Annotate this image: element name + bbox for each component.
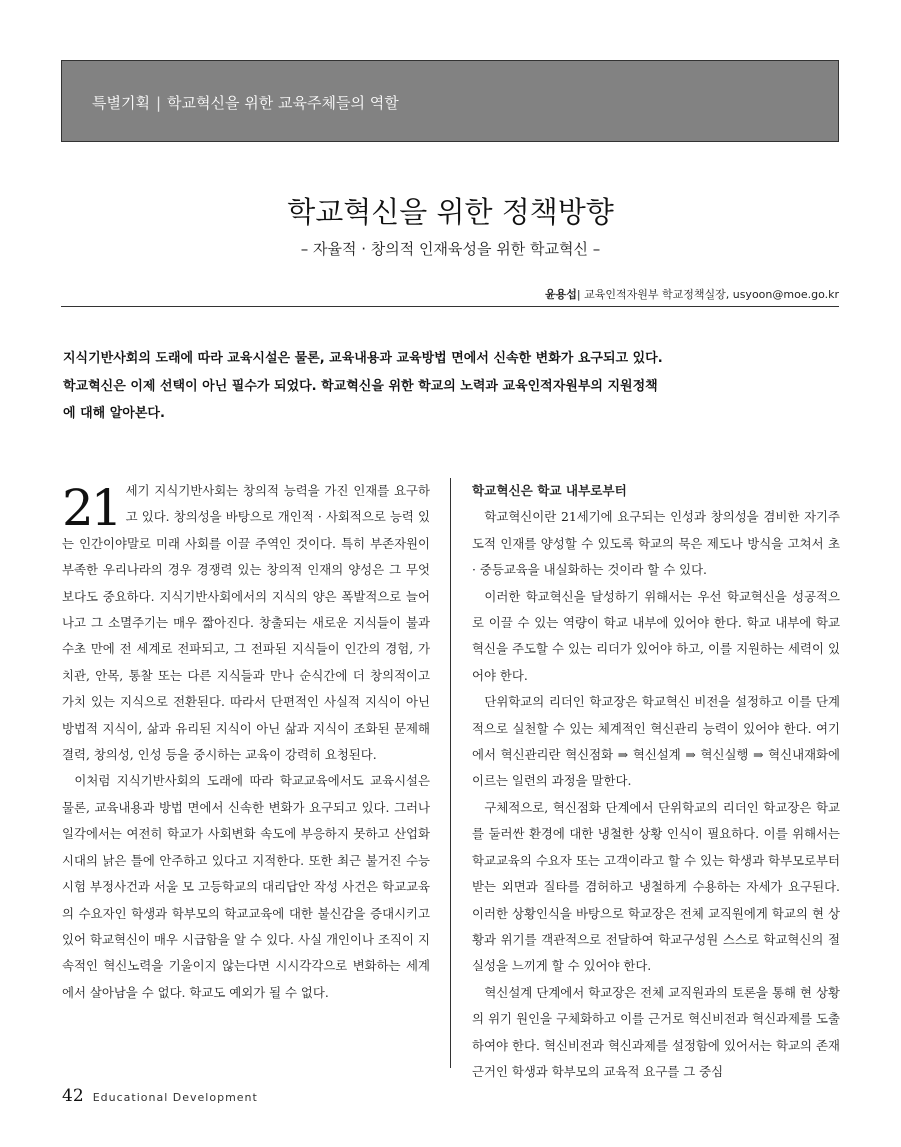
dropcap: 21 <box>62 479 120 537</box>
header-topic: 학교혁신을 위한 교육주체들의 역할 <box>167 94 399 112</box>
author-name: 윤용섭 <box>545 288 577 301</box>
header-series: 특별기획 <box>92 94 150 112</box>
body-paragraph: 혁신설계 단계에서 학교장은 전체 교직원과의 토론을 통해 현 상황의 위기 원인을 구체화하고 이를 근거로 혁신비전과 혁신과제를 도출하여야 한다. 혁신비전과 혁신과제를 설정함에 있어서는 학교의 존재 근거인 학생과 학부모의 교육적 요구를 그 중심 <box>472 984 840 1079</box>
abstract-line: 지식기반사회의 도래에 따라 교육시설은 물론, 교육내용과 교육방법 면에서 신속한 변화가 요구되고 있다. <box>63 351 663 366</box>
body-paragraph: 이처럼 지식기반사회의 도래에 따라 학교교육에서도 교육시설은 물론, 교육내용과 방법 면에서 신속한 변화가 요구되고 있다. 그러나 일각에서는 여전히 학교가 사회변화 속도에 부응하지 못하고 산업화 시대의 낡은 틀에 안주하고 있다고 지적한다. 또한 최근 불거진 수능시험 부정사건과 서울 모 고등학교의 대리답안 작성 사건은 학교교육의 수요자인 학생과 학부모의 학교교육에 대한 불신감을 증대시키고 있어 학교혁신이 매우 시급함을 알 수 있다. 사실 개인이나 조직이 지속적인 혁신노력을 기울이지 않는다면 시시각각으로 변화하는 세계에서 살아남을 수 없다. 학교도 예외가 될 수 없다. <box>62 773 430 1000</box>
header-separator: | <box>155 94 162 112</box>
left-column <box>62 478 430 1006</box>
header-band <box>61 60 839 142</box>
author-line <box>545 286 839 302</box>
section-heading: 학교혁신은 학교 내부로부터 <box>472 483 627 498</box>
journal-name: Educational Development <box>92 1091 258 1104</box>
body-paragraph: 학교혁신이란 21세기에 요구되는 인성과 창의성을 겸비한 자기주도적 인재를 양성할 수 있도록 학교의 묵은 제도나 방식을 고쳐서 초 · 중등교육을 내실화하는 것이라 할 수 있다. <box>472 509 840 578</box>
body-paragraph: 단위학교의 리더인 학교장은 학교혁신 비전을 설정하고 이를 단계적으로 실천할 수 있는 체계적인 혁신관리 능력이 있어야 한다. 여기에서 혁신관리란 혁신점화 ⇒ 혁신설계 ⇒ 혁신실행 ⇒ 혁신내재화에 이르는 일련의 과정을 말한다. <box>472 694 840 789</box>
abstract-line: 학교혁신은 이제 선택이 아닌 필수가 되었다. 학교혁신을 위한 학교의 노력과 교육인적자원부의 지원정책 <box>63 378 658 394</box>
body-paragraph: 이러한 학교혁신을 달성하기 위해서는 우선 학교혁신을 성공적으로 이끌 수 있는 역량이 학교 내부에 있어야 한다. 학교 내부에 학교혁신을 주도할 수 있는 리더가 있어야 하고, 이를 지원하는 세력이 있어야 한다. <box>472 588 840 683</box>
page-number: 42 <box>62 1086 84 1106</box>
abstract-line: 에 대해 알아본다. <box>63 406 165 421</box>
body-paragraph: 구체적으로, 혁신점화 단계에서 단위학교의 리더인 학교장은 학교를 둘러싼 환경에 대한 냉철한 상황 인식이 필요하다. 이를 위해서는 학교교육의 수요자 또는 고객이라고 할 수 있는 학생과 학부모로부터 받는 외면과 질타를 겸허하고 냉철하게 수용하는 자세가 요구된다. 이러한 상황인식을 바탕으로 학교장은 전체 교직원에게 학교의 현 상황과 위기를 객관적으로 전달하여 학교구성원 스스로 학교혁신의 절실성을 느끼게 할 수 있어야 한다. <box>472 799 840 974</box>
column-divider <box>450 478 451 1068</box>
article-title: 학교혁신을 위한 정책방향 <box>287 195 614 229</box>
footer <box>62 1086 258 1106</box>
body-paragraph: 세기 지식기반사회는 창의적 능력을 가진 인재를 요구하고 있다. 창의성을 바탕으로 개인적 · 사회적으로 능력 있는 인간이야말로 미래 사회를 이끌 주역인 것이다. 특히 부존자원이 부족한 우리나라의 경우 경쟁력 있는 창의적 인재의 양성은 그 무엇보다도 중요하다. 지식기반사회에서의 지식의 양은 폭발적으로 늘어나고 그 소멸주기는 매우 짧아진다. 창출되는 새로운 지식들이 불과 수초 만에 전 세계로 전파되고, 그 전파된 지식들이 인간의 경험, 가치관, 안목, 통찰 또는 다른 지식들과 만나 순식간에 더 창의적이고 가치 있는 지식으로 전환된다. 따라서 단편적인 사실적 지식이 아닌 방법적 지식이, 삶과 유리된 지식이 아닌 삶과 지식이 조화된 문제해결력, 창의성, 인성 등을 중시하는 교육이 강력히 요청된다. <box>62 483 430 763</box>
title-rule <box>61 306 839 307</box>
right-column <box>472 478 840 1085</box>
author-info: 교육인적자원부 학교정책실장, usyoon@moe.go.kr <box>580 288 839 301</box>
abstract <box>63 345 703 428</box>
header-text <box>92 92 399 113</box>
author-separator: | <box>576 288 581 301</box>
article-subtitle: – 자율적 · 창의적 인재육성을 위한 학교혁신 – <box>300 240 601 258</box>
